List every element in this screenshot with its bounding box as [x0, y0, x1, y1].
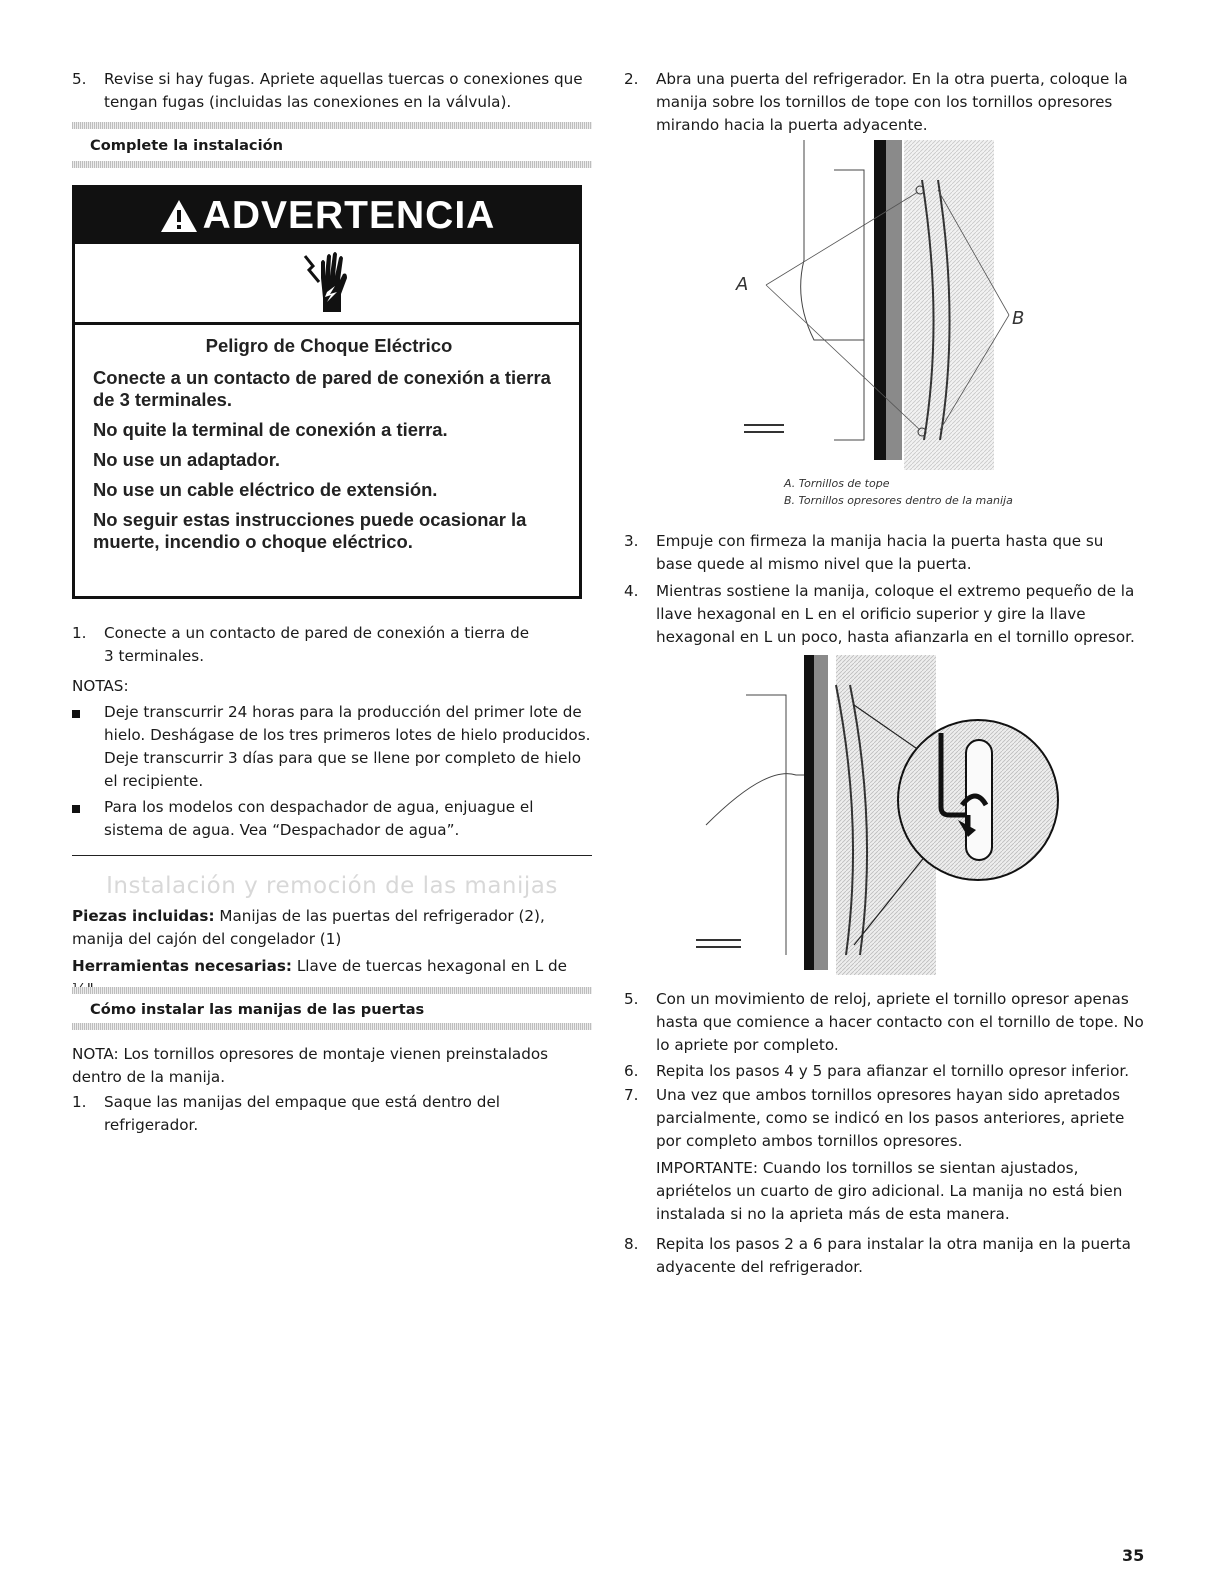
- step-number: 5.: [624, 990, 639, 1008]
- list-item: [624, 530, 1124, 576]
- step-number: 1.: [72, 624, 87, 642]
- step-text: Una vez que ambos tornillos opresores hayan sido apretados parcialmente, como se indicó en los pasos anteriores, apriete por completo ambos tornillos opresores.: [656, 1086, 1125, 1150]
- step-text: Mientras sostiene la manija, coloque el extremo pequeño de la llave hexagonal en L en el orificio superior y gire la llave hexagonal en L un poco, hasta afianzarla en el tornillo opresor.: [656, 582, 1135, 646]
- bullet-text: Deje transcurrir 24 horas para la producción del primer lote de hielo. Deshágase de los tres primeros lotes de hielo producidos. Deje transcurrir 3 días para que se llene por completo de hielo el recipiente.: [104, 703, 591, 790]
- divider: [72, 1023, 592, 1030]
- step-number: 2.: [624, 70, 639, 88]
- step-text: Empuje con firmeza la manija hacia la puerta hasta que su base quede al mismo nivel que la puerta.: [656, 532, 1104, 573]
- handle-placement-figure: [724, 140, 1044, 470]
- electric-shock-hand-icon: [299, 248, 359, 320]
- bullet-square-icon: [72, 805, 80, 813]
- step-text: Revise si hay fugas. Apriete aquellas tuercas o conexiones que tengan fugas (incluidas las conexiones en la válvula).: [104, 70, 583, 111]
- list-item: [624, 1084, 1144, 1153]
- divider: [72, 161, 592, 168]
- step-text: Con un movimiento de reloj, apriete el tornillo opresor apenas hasta que comience a hacer contacto con el tornillo de tope. No lo apriete por completo.: [656, 990, 1144, 1054]
- bullet-text: Para los modelos con despachador de agua, enjuague el sistema de agua. Vea “Despachador de agua”.: [104, 798, 534, 839]
- tools-label: Herramientas necesarias:: [72, 957, 292, 975]
- note-paragraph: [72, 1043, 572, 1089]
- parts-label: Piezas incluidas:: [72, 907, 215, 925]
- list-item: [72, 622, 542, 668]
- step-text: Abra una puerta del refrigerador. En la otra puerta, coloque la manija sobre los tornillos de tope con los tornillos opresores mirando hacia la puerta adyacente.: [656, 70, 1128, 134]
- hazard-title: Peligro de Choque Eléctrico: [205, 335, 453, 356]
- divider: [72, 122, 592, 129]
- note-text: Los tornillos opresores de montaje vienen preinstalados dentro de la manija.: [72, 1045, 549, 1086]
- tools-paragraph: [72, 955, 592, 1001]
- list-item: [72, 68, 592, 114]
- hex-key-figure: [686, 655, 1066, 975]
- section-subheading: Cómo instalar las manijas de las puertas: [90, 1001, 425, 1018]
- step-number: 3.: [624, 532, 639, 550]
- step-text: Repita los pasos 4 y 5 para afianzar el tornillo opresor inferior.: [656, 1062, 1130, 1080]
- warning-line: No use un cable eléctrico de extensión.: [93, 479, 438, 500]
- list-item: [624, 1233, 1144, 1279]
- warning-line: No seguir estas instrucciones puede ocasionar la muerte, incendio o choque eléctrico.: [93, 509, 527, 552]
- warning-line: No quite la terminal de conexión a tierra.: [93, 419, 448, 440]
- step-text: Conecte a un contacto de pared de conexión a tierra de 3 terminales.: [104, 624, 530, 665]
- warning-body: [75, 335, 579, 553]
- warning-header: [75, 188, 579, 244]
- warning-triangle-icon: [159, 198, 199, 234]
- step-number: 4.: [624, 582, 639, 600]
- label-b: B: [1012, 308, 1025, 329]
- figure-caption: B. Tornillos opresores dentro de la manija: [784, 494, 1013, 507]
- step-text: Saque las manijas del empaque que está dentro del refrigerador.: [104, 1093, 501, 1134]
- notes-label: NOTAS:: [72, 677, 129, 695]
- divider: [72, 987, 592, 994]
- list-item: [624, 988, 1144, 1057]
- list-item: [72, 1091, 542, 1137]
- bullet-square-icon: [72, 710, 80, 718]
- list-item: [624, 580, 1144, 649]
- note-label: NOTA:: [72, 1045, 119, 1063]
- figure-caption: A. Tornillos de tope: [784, 477, 890, 490]
- important-paragraph: [656, 1157, 1144, 1226]
- tools-text: Llave de tuercas hexagonal en L de: [296, 957, 567, 975]
- step-number: 7.: [624, 1086, 639, 1104]
- warning-box: [72, 185, 582, 599]
- parts-paragraph: [72, 905, 592, 951]
- step-text: Repita los pasos 2 a 6 para instalar la otra manija en la puerta adyacente del refrigerador.: [656, 1235, 1131, 1276]
- label-a: A: [736, 274, 749, 295]
- step-number: 1.: [72, 1093, 87, 1111]
- step-number: 8.: [624, 1235, 639, 1253]
- page-number: 35: [1122, 1546, 1145, 1565]
- step-number: 6.: [624, 1062, 639, 1080]
- parts-text: Manijas de las puertas del refrigerador (2), manija del cajón del congelador (1): [72, 907, 545, 948]
- warning-title: ADVERTENCIA: [202, 194, 496, 237]
- step-number: 5.: [72, 70, 87, 88]
- warning-line: Conecte a un contacto de pared de conexión a tierra de 3 terminales.: [93, 367, 551, 410]
- important-text: Cuando los tornillos se sientan ajustados, apriételos un cuarto de giro adicional. La manija no está bien instalada si no la aprieta más de esta manera.: [656, 1159, 1123, 1223]
- warning-icon-area: [75, 244, 579, 325]
- section-subheading: Complete la instalación: [90, 137, 283, 154]
- divider: [72, 855, 592, 856]
- list-item: [624, 68, 1144, 137]
- warning-line: No use un adaptador.: [93, 449, 280, 470]
- section-title: Instalación y remoción de las manijas: [106, 873, 558, 899]
- list-item: [624, 1060, 1154, 1083]
- important-label: IMPORTANTE:: [656, 1159, 758, 1177]
